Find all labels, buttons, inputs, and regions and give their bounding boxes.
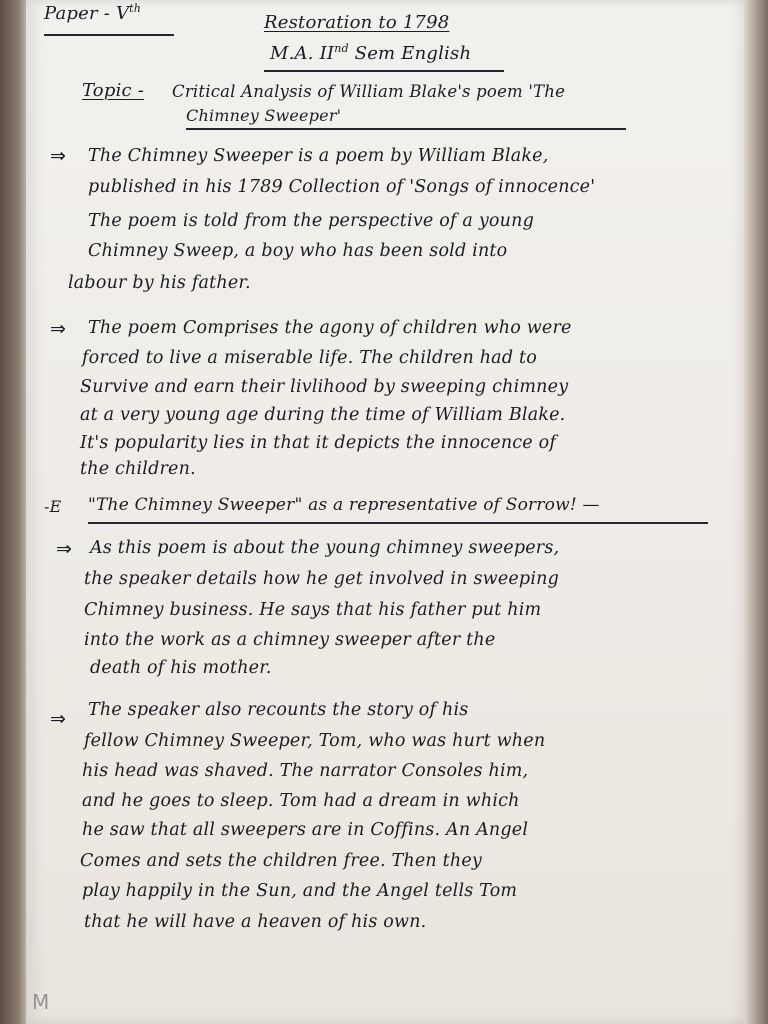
para2-line-1: The poem Comprises the agony of children who were [88,318,572,338]
para2-line-3: Survive and earn their livlihood by sweeping chimney [80,377,569,397]
para4-line-8: that he will have a heaven of his own. [84,912,427,932]
section-heading: "The Chimney Sweeper" as a representative of Sorrow! — [88,495,600,515]
para4-line-6: Comes and sets the children free. Then they [80,851,483,871]
section-underline [88,522,708,524]
para2-line-6: the children. [80,459,196,479]
para4-line-2: fellow Chimney Sweeper, Tom, who was hurt when [84,731,546,751]
course-label: M.A. IInd Sem English [270,42,472,64]
notebook-page [26,0,744,1024]
subject-title: Restoration to 1798 [264,12,450,33]
topic-label: Topic - [82,80,145,101]
para3-line-3: Chimney business. He says that his father put him [84,600,542,620]
bullet-arrow-icon: ⇒ [50,318,66,340]
para1-line-2: published in his 1789 Collection of 'Songs of innocence' [88,177,596,197]
para1-line-5: labour by his father. [68,273,251,293]
para4-line-1: The speaker also recounts the story of his [88,700,469,720]
course-underline [264,70,504,72]
para2-line-4: at a very young age during the time of William Blake. [80,405,566,425]
corner-mark: M [32,990,50,1014]
para3-line-2: the speaker details how he get involved in sweeping [84,569,560,589]
para1-line-4: Chimney Sweep, a boy who has been sold into [88,241,508,261]
paper-label: Paper - Vth [44,2,142,24]
para3-line-5: death of his mother. [90,658,272,678]
para4-line-4: and he goes to sleep. Tom had a dream in which [82,791,520,811]
para4-line-7: play happily in the Sun, and the Angel tells Tom [82,881,518,901]
topic-line-1: Critical Analysis of William Blake's poem 'The [172,82,566,101]
para2-line-5: It's popularity lies in that it depicts the innocence of [80,433,557,453]
bullet-arrow-icon: ⇒ [50,145,66,167]
para3-line-4: into the work as a chimney sweeper after the [84,630,496,650]
para1-line-1: The Chimney Sweeper is a poem by William Blake, [88,146,549,166]
para4-line-3: his head was shaved. The narrator Consoles him, [82,761,529,781]
bullet-arrow-icon: ⇒ [50,708,66,730]
para1-line-3: The poem is told from the perspective of a young [88,211,534,231]
topic-line-2: Chimney Sweeper' [186,106,342,125]
para3-line-1: As this poem is about the young chimney sweepers, [90,538,560,558]
paper-underline [44,34,174,36]
para2-line-2: forced to live a miserable life. The children had to [82,348,537,368]
bullet-arrow-icon: ⇒ [56,538,72,560]
para4-line-5: he saw that all sweepers are in Coffins. An Angel [82,820,529,840]
topic-underline [186,128,626,130]
section-marker: -E [44,497,62,516]
